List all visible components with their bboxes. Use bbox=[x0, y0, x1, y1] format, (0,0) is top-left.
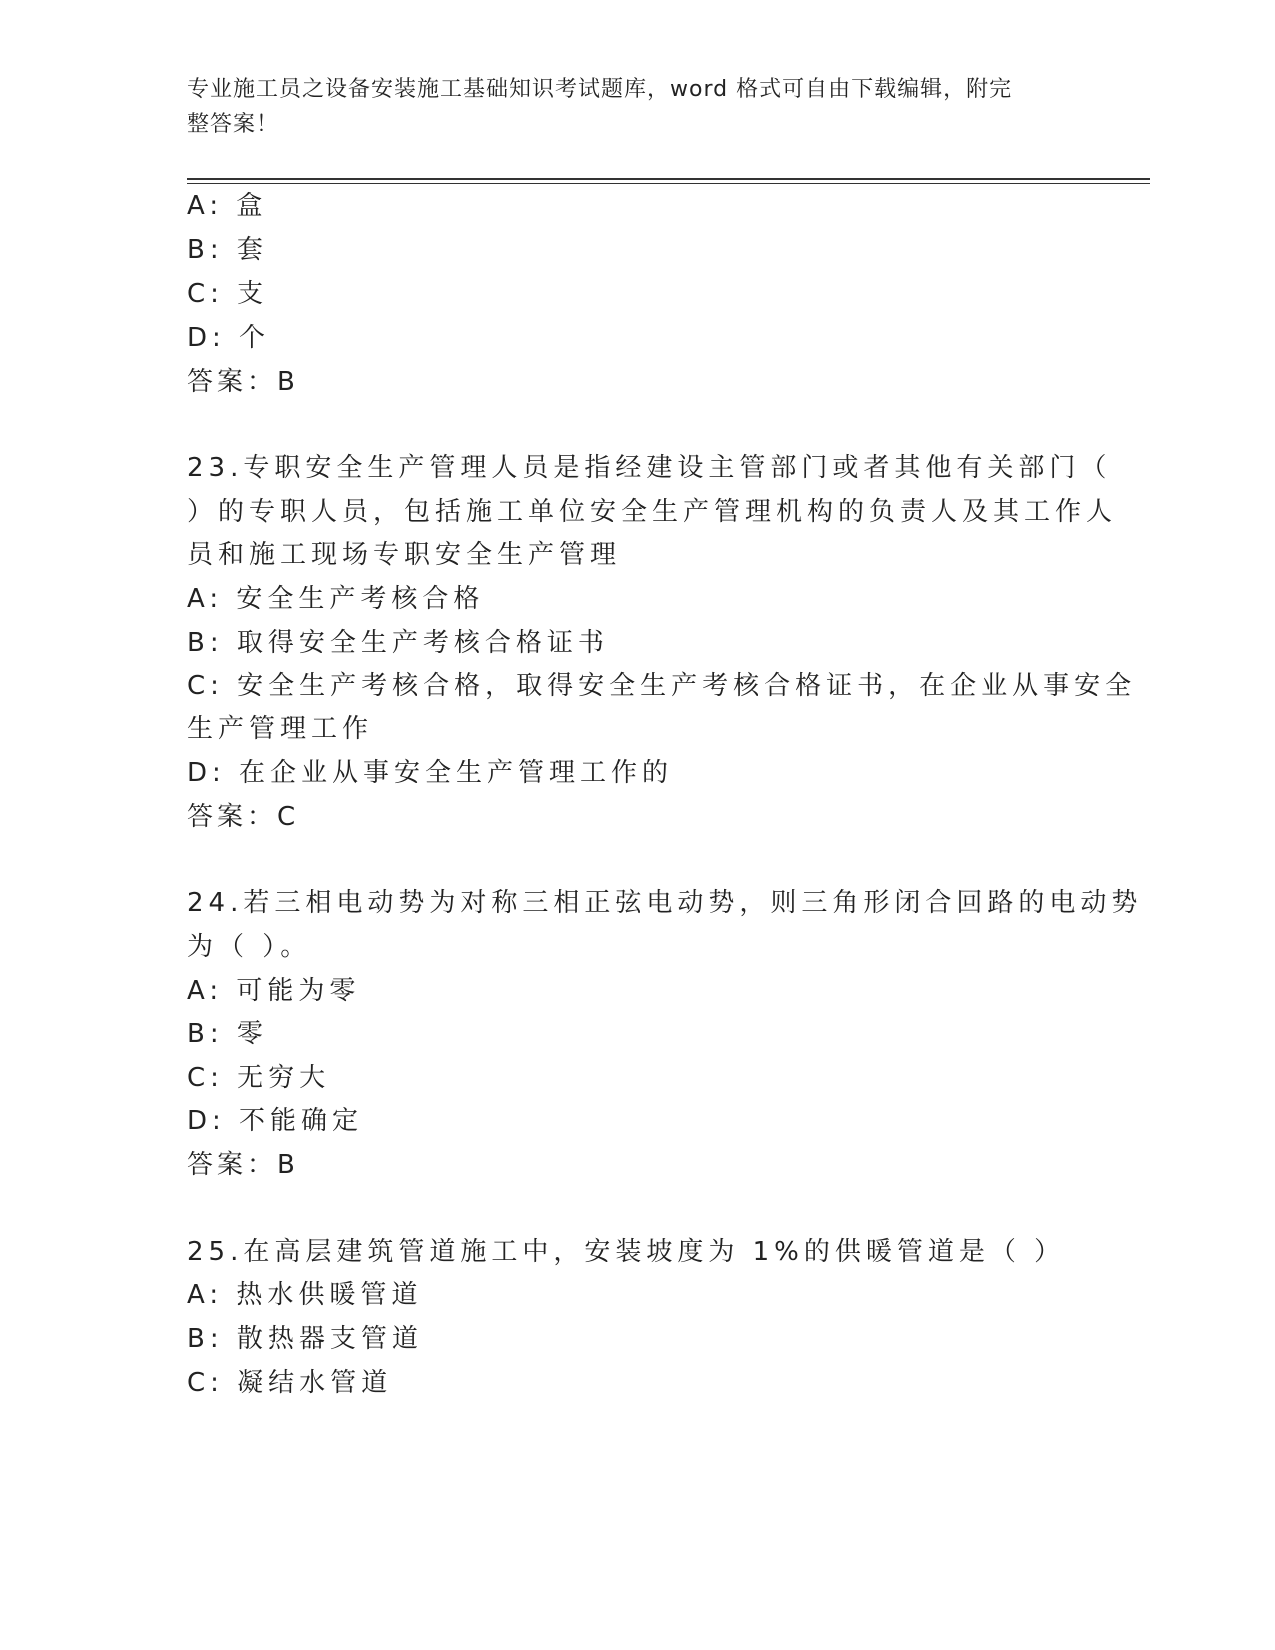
answer-label: 答案： bbox=[187, 367, 278, 397]
q23-option-b: B: 取得安全生产考核合格证书 bbox=[187, 628, 609, 658]
q25-stem-line-1: 25.在高层建筑管道施工中，安装坡度为 1%的供暖管道是（ ） bbox=[187, 1237, 1066, 1267]
answer-value: B bbox=[277, 1150, 297, 1180]
q24-stem-line-2: 为（ ）。 bbox=[187, 932, 312, 962]
q24-option-a: A: 可能为零 bbox=[187, 976, 361, 1006]
q23-stem-line-3: 员和施工现场专职安全生产管理 bbox=[187, 540, 622, 570]
q25-option-b: B: 散热器支管道 bbox=[187, 1324, 423, 1354]
header-divider-thin bbox=[187, 183, 1150, 184]
header-divider-thick bbox=[187, 178, 1150, 180]
q23-stem-line-2: ）的专职人员，包括施工单位安全生产管理机构的负责人及其工作人 bbox=[187, 497, 1118, 527]
answer-label: 答案： bbox=[187, 802, 278, 832]
q23-option-c: C: 安全生产考核合格，取得安全生产考核合格证书，在企业从事安全 bbox=[187, 671, 1137, 701]
q22-option-b: B: 套 bbox=[187, 235, 268, 265]
header-line-1: 专业施工员之设备安装施工基础知识考试题库，word 格式可自由下载编辑，附完 bbox=[187, 77, 1013, 102]
q22-answer bbox=[187, 364, 297, 400]
q24-answer bbox=[187, 1147, 297, 1183]
q25-option-c: C: 凝结水管道 bbox=[187, 1368, 393, 1398]
q23-option-a: A: 安全生产考核合格 bbox=[187, 584, 485, 614]
header-line-2: 整答案！ bbox=[187, 112, 280, 137]
answer-value: B bbox=[277, 367, 297, 397]
q22-option-a: A: 盒 bbox=[187, 191, 268, 221]
q24-stem-line-1: 24.若三相电动势为对称三相正弦电动势，则三角形闭合回路的电动势 bbox=[187, 888, 1143, 918]
q23-option-c-continued: 生产管理工作 bbox=[187, 714, 374, 744]
answer-label: 答案： bbox=[187, 1150, 278, 1180]
q23-stem-line-1: 23.专职安全生产管理人员是指经建设主管部门或者其他有关部门（ bbox=[187, 453, 1112, 483]
q22-option-c: C: 支 bbox=[187, 279, 269, 309]
answer-value: C bbox=[277, 802, 298, 832]
q25-option-a: A: 热水供暖管道 bbox=[187, 1280, 423, 1310]
q24-option-c: C: 无穷大 bbox=[187, 1063, 331, 1093]
q24-option-b: B: 零 bbox=[187, 1019, 268, 1049]
document-header bbox=[187, 72, 1077, 142]
q23-answer bbox=[187, 799, 297, 835]
q24-option-d: D: 不能确定 bbox=[187, 1106, 364, 1136]
q22-option-d: D: 个 bbox=[187, 323, 271, 353]
q23-option-d: D: 在企业从事安全生产管理工作的 bbox=[187, 758, 674, 788]
